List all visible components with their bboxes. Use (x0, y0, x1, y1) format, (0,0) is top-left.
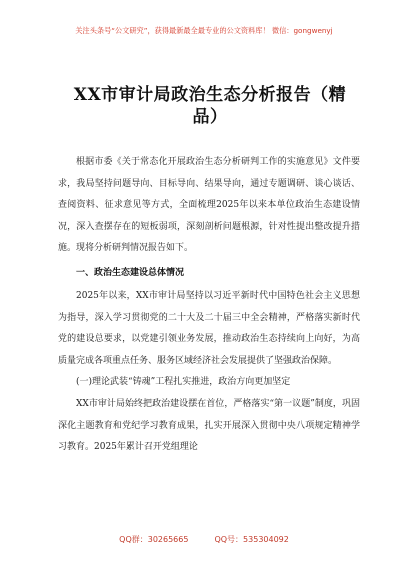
intro-paragraph: 根据市委《关于常态化开展政治生态分析研判工作的实施意见》文件要求，我局坚持问题导向、目标导向、结果导向，通过专题调研、谈心谈话、查阅资料、征求意见等方式，全面梳理2025年以来本单位政治生态建设情况，深入查摆存在的短板弱项，深刻剖析问题根源，针对性提出整改提升措施。现将分析研判情况报告如下。 (58, 157, 360, 254)
subsection-heading: (一)理论武装“铸魂”工程扎实推进，政治方向更加坚定 (76, 377, 291, 388)
header-banner: 关注头条号“公文研究”，获得最新最全最专业的公文资料库！ 微信：gongwenyj (75, 26, 333, 35)
document-body (58, 152, 360, 459)
section-paragraph: 2025年以来，XX市审计局坚持以习近平新时代中国特色社会主义思想为指导，深入学习贯彻党的二十大及二十届三中全会精神，严格落实新时代党的建设总要求，以党建引领业务发展，推动政治生态持续向上向好，为高质量完成各项重点任务、服务区域经济社会发展提供了坚强政治保障。 (58, 290, 360, 366)
document-title: XX市审计局政治生态分析报告（精品） (73, 85, 347, 127)
footer-contact (0, 534, 408, 545)
qq-group: QQ群：30265665 (119, 535, 189, 544)
subsection-paragraph: XX市审计局始终把政治建设摆在首位，严格落实“第一议题”制度，巩固深化主题教育和党纪学习教育成果，扎实开展深入贯彻中央八项规定精神学习教育。2025年累计召开党组理论 (58, 398, 360, 453)
section-heading: 一、政治生态建设总体情况 (76, 267, 185, 278)
qq-number: QQ号：535304092 (214, 535, 289, 544)
